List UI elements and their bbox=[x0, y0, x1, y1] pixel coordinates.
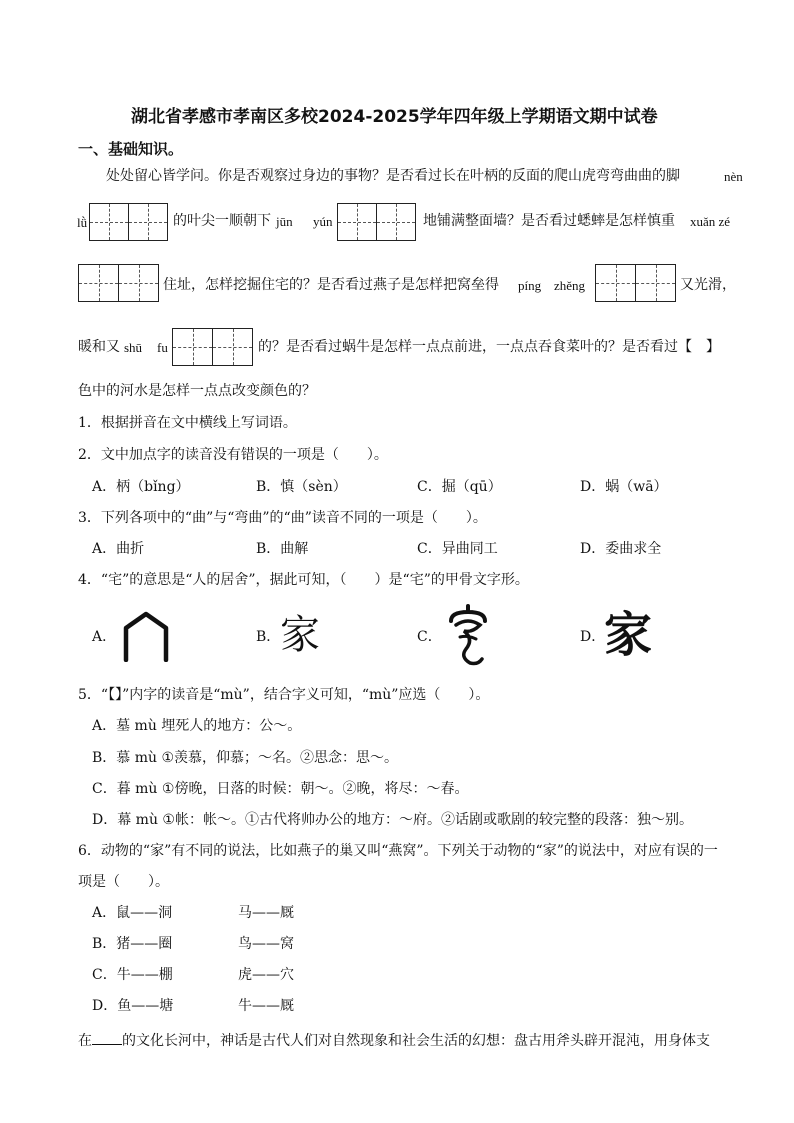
q4-option-a[interactable]: A． bbox=[92, 629, 117, 645]
q3-option-d[interactable]: D．委曲求全 bbox=[580, 541, 662, 557]
writing-box-2[interactable] bbox=[337, 203, 416, 241]
pinyin-fu: fu bbox=[157, 340, 168, 355]
question-4: 4．“宅”的意思是“人的居舍”，据此可知，（ ）是“宅”的甲骨文字形。 bbox=[78, 572, 529, 588]
passage-line-3b: 又光滑， bbox=[680, 277, 736, 293]
question-2: 2．文中加点字的读音没有错误的一项是（ ）。 bbox=[78, 447, 388, 463]
q2-option-c[interactable]: C．掘（qū） bbox=[417, 479, 502, 495]
q4-option-d[interactable]: D． bbox=[580, 629, 606, 645]
q5-option-c[interactable]: C．暮 mù ①傍晚，日落的时候：朝～。②晚，将尽：～春。 bbox=[92, 781, 469, 797]
question-6-line-2: 项是（ ）。 bbox=[78, 874, 169, 890]
q5-option-a[interactable]: A．墓 mù 埋死人的地方：公～。 bbox=[92, 718, 302, 734]
pinyin-nen: nèn bbox=[724, 169, 743, 184]
q4-option-c[interactable]: C． bbox=[417, 629, 442, 645]
passage-2-line-1 bbox=[78, 1030, 710, 1050]
pinyin-xuanze: xuǎn zé bbox=[690, 214, 731, 229]
jiaguwen-glyph-a-image bbox=[122, 610, 170, 666]
glyph-d: 家 bbox=[604, 607, 653, 663]
q2-option-b[interactable]: B．慎（sèn） bbox=[256, 479, 347, 495]
q6-option-c[interactable]: C．牛——棚 bbox=[92, 967, 173, 983]
writing-box-1[interactable] bbox=[89, 203, 168, 241]
writing-box-4[interactable] bbox=[595, 264, 676, 302]
q6-option-b-pair: 鸟——窝 bbox=[238, 936, 294, 952]
pinyin-ping: píng bbox=[518, 278, 542, 293]
pinyin-zheng: zhěng bbox=[554, 278, 586, 293]
q3-option-a[interactable]: A．曲折 bbox=[92, 541, 145, 557]
q5-option-b[interactable]: B．慕 mù ①羡慕，仰慕；～名。②思念：思～。 bbox=[92, 750, 399, 766]
passage-2-rest: 的文化长河中，神话是古代人们对自然现象和社会生活的幻想：盘古用斧头辟开混沌，用身体支 bbox=[122, 1033, 710, 1049]
q6-option-d-pair: 牛——厩 bbox=[238, 998, 294, 1014]
section-heading: 一、基础知识。 bbox=[78, 140, 184, 158]
pinyin-lu: lǜ bbox=[77, 215, 88, 230]
question-6-line-1: 6．动物的“家”有不同的说法，比如燕子的巢又叫“燕窝”。下列关于动物的“家”的说法中，对应有误的一 bbox=[78, 843, 718, 859]
q6-option-a[interactable]: A．鼠——洞 bbox=[92, 905, 173, 921]
pinyin-yun: yún bbox=[313, 214, 333, 229]
passage-line-1: 处处留心皆学问。你是否观察过身边的事物？是否看过长在叶柄的反面的爬山虎弯弯曲曲的脚 bbox=[106, 168, 680, 184]
fill-blank[interactable] bbox=[92, 1030, 122, 1045]
seal-glyph-c-image bbox=[446, 603, 490, 671]
q6-option-d[interactable]: D．鱼——塘 bbox=[92, 998, 174, 1014]
passage-2-start: 在 bbox=[78, 1033, 92, 1049]
q6-option-c-pair: 虎——穴 bbox=[238, 967, 294, 983]
glyph-b: 家 bbox=[280, 612, 320, 658]
q6-option-a-pair: 马——厩 bbox=[238, 905, 294, 921]
pinyin-shu: shū bbox=[124, 340, 143, 355]
q2-option-d[interactable]: D．蜗（wā） bbox=[580, 479, 668, 495]
passage-line-4b: 的？是否看过蜗牛是怎样一点点前进，一点点吞食菜叶的？是否看过【 】 bbox=[258, 339, 720, 355]
passage-line-4a: 暖和又 bbox=[78, 339, 120, 355]
q2-option-a[interactable]: A．柄（bǐng） bbox=[92, 479, 190, 495]
question-3: 3．下列各项中的“曲”与“弯曲”的“曲”读音不同的一项是（ ）。 bbox=[78, 510, 487, 526]
writing-box-3[interactable] bbox=[78, 264, 159, 302]
question-5: 5．“【】”内字的读音是“mù”，结合字义可知，“mù”应选（ ）。 bbox=[78, 687, 490, 703]
q5-option-d[interactable]: D．幕 mù ①帐：帐～。①古代将帅办公的地方：～府。②话剧或歌剧的较完整的段落：独～别。 bbox=[92, 812, 693, 828]
q4-option-b[interactable]: B． bbox=[256, 629, 281, 645]
page-title: 湖北省孝感市孝南区多校2024-2025学年四年级上学期语文期中试卷 bbox=[131, 107, 658, 127]
writing-box-5[interactable] bbox=[172, 328, 253, 366]
q3-option-c[interactable]: C．异曲同工 bbox=[417, 541, 498, 557]
passage-line-2b: 地铺满整面墙？是否看过蟋蟀是怎样慎重 bbox=[423, 213, 675, 229]
question-1: 1．根据拼音在文中横线上写词语。 bbox=[78, 415, 297, 431]
q6-option-b[interactable]: B．猪——圈 bbox=[92, 936, 173, 952]
passage-line-2a: 的叶尖一顺朝下 bbox=[173, 213, 271, 229]
q3-option-b[interactable]: B．曲解 bbox=[256, 541, 309, 557]
pinyin-jun: jūn bbox=[276, 214, 293, 229]
passage-line-3a: 住址，怎样挖掘住宅的？是否看过燕子是怎样把窝垒得 bbox=[163, 277, 499, 293]
passage-line-5: 色中的河水是怎样一点点改变颜色的？ bbox=[78, 383, 316, 399]
